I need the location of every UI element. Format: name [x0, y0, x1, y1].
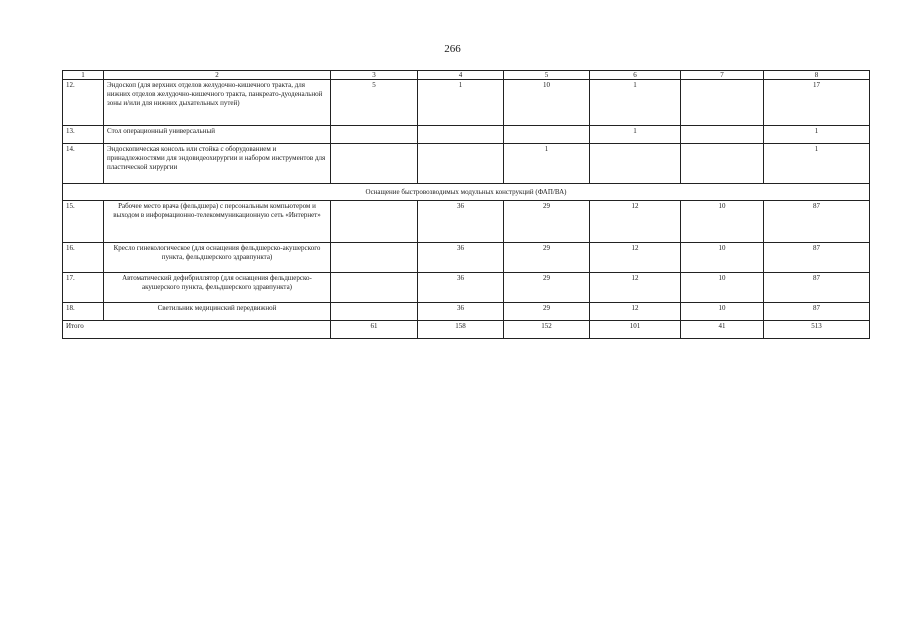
- section-header-row: [63, 184, 870, 201]
- cell-value: 36: [418, 201, 504, 243]
- table-row: [63, 126, 870, 144]
- cell-value: 36: [418, 303, 504, 321]
- cell-value: [331, 303, 418, 321]
- cell-value: 29: [504, 303, 590, 321]
- cell-value: [331, 243, 418, 273]
- column-header: 2: [104, 71, 331, 80]
- row-number: 13.: [63, 126, 104, 144]
- total-label: Итого: [63, 321, 331, 339]
- item-name: Рабочее место врача (фельдшера) с персональным компьютером и выходом в информационно-телекоммуникационную сеть «Интернет»: [104, 201, 331, 243]
- cell-value: [681, 126, 764, 144]
- column-header: 6: [590, 71, 681, 80]
- cell-value: 36: [418, 243, 504, 273]
- cell-value: 10: [681, 243, 764, 273]
- row-number: 17.: [63, 273, 104, 303]
- table-row: [63, 80, 870, 126]
- cell-value: 29: [504, 243, 590, 273]
- cell-value: [681, 80, 764, 126]
- total-value: 158: [418, 321, 504, 339]
- cell-value: 87: [764, 273, 870, 303]
- item-name: Эндоскоп (для верхних отделов желудочно-кишечного тракта, для нижних отделов желудочно-кишечного тракта, панкреато-дуоденальной зоны и/или для нижних дыхательных путей): [104, 80, 331, 126]
- column-number-row: [63, 71, 870, 80]
- row-number: 16.: [63, 243, 104, 273]
- item-name: Кресло гинекологическое (для оснащения фельдшерско-акушерского пункта, фельдшерского здравпункта): [104, 243, 331, 273]
- cell-value: 12: [590, 303, 681, 321]
- column-header: 3: [331, 71, 418, 80]
- cell-value: [331, 144, 418, 184]
- page-number: 266: [444, 43, 461, 55]
- table-row: [63, 144, 870, 184]
- cell-value: 10: [681, 303, 764, 321]
- item-name: Стол операционный универсальный: [104, 126, 331, 144]
- cell-value: 36: [418, 273, 504, 303]
- total-value: 513: [764, 321, 870, 339]
- column-header: 4: [418, 71, 504, 80]
- total-row: [63, 321, 870, 339]
- row-number: 12.: [63, 80, 104, 126]
- table-row: [63, 303, 870, 321]
- cell-value: [504, 126, 590, 144]
- cell-value: 12: [590, 243, 681, 273]
- table-row: [63, 243, 870, 273]
- cell-value: 10: [504, 80, 590, 126]
- cell-value: 1: [764, 144, 870, 184]
- cell-value: [331, 126, 418, 144]
- cell-value: 1: [504, 144, 590, 184]
- cell-value: [418, 144, 504, 184]
- cell-value: 87: [764, 303, 870, 321]
- item-name: Светильник медицинский передвижной: [104, 303, 331, 321]
- section-title: Оснащение быстровозводимых модульных конструкций (ФАП/ВА): [63, 184, 870, 201]
- cell-value: 12: [590, 201, 681, 243]
- cell-value: 1: [418, 80, 504, 126]
- cell-value: 5: [331, 80, 418, 126]
- cell-value: [590, 144, 681, 184]
- total-value: 41: [681, 321, 764, 339]
- cell-value: 10: [681, 201, 764, 243]
- total-value: 152: [504, 321, 590, 339]
- cell-value: 12: [590, 273, 681, 303]
- cell-value: 17: [764, 80, 870, 126]
- total-value: 101: [590, 321, 681, 339]
- cell-value: 1: [590, 80, 681, 126]
- table-row: [63, 201, 870, 243]
- cell-value: 87: [764, 201, 870, 243]
- column-header: 8: [764, 71, 870, 80]
- cell-value: 87: [764, 243, 870, 273]
- cell-value: [331, 273, 418, 303]
- item-name: Автоматический дефибриллятор (для оснащения фельдшерско-акушерского пункта, фельдшерского здравпункта): [104, 273, 331, 303]
- cell-value: 29: [504, 273, 590, 303]
- cell-value: [331, 201, 418, 243]
- row-number: 14.: [63, 144, 104, 184]
- cell-value: 1: [764, 126, 870, 144]
- cell-value: [681, 144, 764, 184]
- item-name: Эндоскопическая консоль или стойка с оборудованием и принадлежностями для эндовидеохирургии и набором инструментов для пластической хирургии: [104, 144, 331, 184]
- column-header: 1: [63, 71, 104, 80]
- column-header: 7: [681, 71, 764, 80]
- cell-value: 29: [504, 201, 590, 243]
- cell-value: [418, 126, 504, 144]
- equipment-table: [62, 70, 870, 339]
- total-value: 61: [331, 321, 418, 339]
- cell-value: 1: [590, 126, 681, 144]
- row-number: 18.: [63, 303, 104, 321]
- cell-value: 10: [681, 273, 764, 303]
- table-row: [63, 273, 870, 303]
- row-number: 15.: [63, 201, 104, 243]
- column-header: 5: [504, 71, 590, 80]
